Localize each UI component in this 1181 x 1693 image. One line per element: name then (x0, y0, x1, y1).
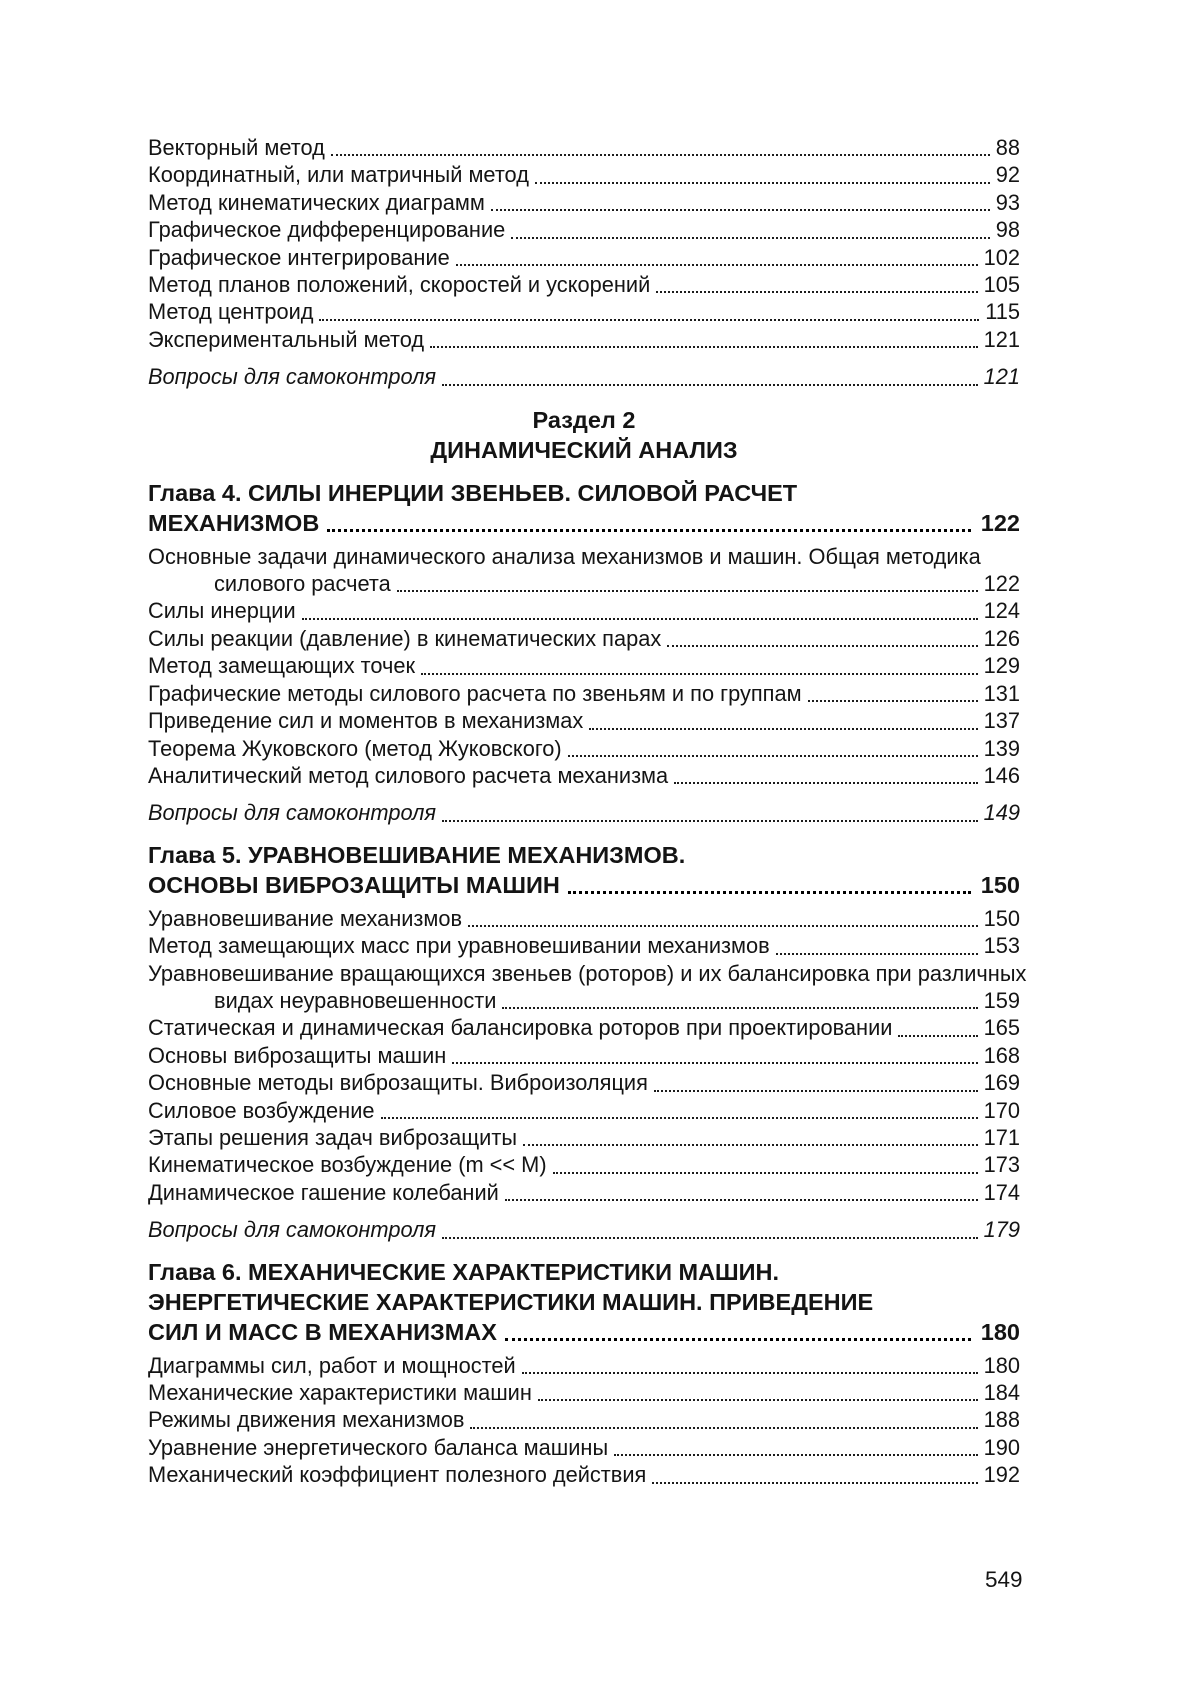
chapter-title: ОСНОВЫ ВИБРОЗАЩИТЫ МАШИН (148, 871, 560, 898)
toc-entry (148, 134, 1020, 161)
toc-entry (148, 905, 1020, 932)
entry-title: Метод замещающих точек (148, 653, 416, 679)
chapter-title: Глава 4. СИЛЫ ИНЕРЦИИ ЗВЕНЬЕВ. СИЛОВОЙ РАСЧЕТ (148, 479, 798, 506)
toc-entry (148, 1124, 1020, 1151)
entry-page-number: 93 (995, 189, 1020, 215)
dot-leader (511, 237, 989, 239)
entry-title: Механический коэффициент полезного действия (148, 1462, 647, 1488)
entry-title: Метод кинематических диаграмм (148, 189, 485, 215)
toc-entry (148, 1014, 1020, 1041)
entry-page-number: 192 (983, 1462, 1020, 1488)
toc-entry (148, 1179, 1020, 1206)
dot-leader (674, 782, 977, 784)
dot-leader (568, 755, 978, 757)
dot-leader (331, 154, 990, 156)
toc-entry (148, 161, 1020, 188)
toc-entry (148, 1042, 1020, 1069)
toc-entry (148, 707, 1020, 734)
dot-leader (442, 820, 978, 822)
entry-title: Уравновешивание вращающихся звеньев (роторов) и их балансировка при различных (148, 960, 1027, 986)
dot-leader (656, 291, 977, 293)
dot-leader (421, 673, 978, 675)
questions-entry (148, 799, 1020, 826)
entry-title: Вопросы для самоконтроля (148, 364, 437, 390)
toc-entry-continuation (148, 987, 1020, 1014)
section-heading (148, 405, 1020, 465)
entry-page-number: 188 (983, 1407, 1020, 1433)
chapter4-items (148, 543, 1020, 827)
dot-leader (442, 1237, 978, 1239)
toc-entry (148, 326, 1020, 353)
entry-title: видах неуравновешенности (214, 987, 497, 1013)
toc-entry (148, 1406, 1020, 1433)
entry-title: Вопросы для самоконтроля (148, 800, 437, 826)
section-title: ДИНАМИЧЕСКИЙ АНАЛИЗ (430, 436, 738, 463)
entry-page-number: 153 (983, 933, 1020, 959)
entry-title: Аналитический метод силового расчета механизма (148, 762, 669, 788)
toc-entry (148, 625, 1020, 652)
toc-entry-continuation (148, 570, 1020, 597)
entry-title: Уравнение энергетического баланса машины (148, 1434, 609, 1460)
dot-leader (327, 529, 970, 532)
entry-page-number: 98 (995, 217, 1020, 243)
entry-title: Графическое дифференцирование (148, 217, 506, 243)
entry-title: Кинематическое возбуждение (m << M) (148, 1152, 547, 1178)
toc-content (148, 134, 1027, 1489)
chapter6-heading (148, 1257, 1020, 1347)
dot-leader (667, 645, 977, 647)
entry-page-number: 146 (983, 762, 1020, 788)
entry-title: Графическое интегрирование (148, 244, 450, 270)
toc-entry (148, 244, 1020, 271)
dot-leader (456, 264, 978, 266)
entry-page-number: 121 (983, 364, 1020, 390)
chapter-page-number: 122 (980, 509, 1020, 536)
dot-leader (808, 700, 978, 702)
chapter-heading-line (148, 1317, 1020, 1347)
toc-entry (148, 189, 1020, 216)
questions-entry (148, 1216, 1020, 1243)
entry-page-number: 122 (983, 571, 1020, 597)
entry-page-number: 131 (983, 680, 1020, 706)
entry-title: Приведение сил и моментов в механизмах (148, 708, 584, 734)
dot-leader (538, 1399, 978, 1401)
entry-page-number: 137 (983, 708, 1020, 734)
dot-leader (898, 1035, 977, 1037)
toc-block-kinematics (148, 134, 1020, 391)
entry-page-number: 171 (983, 1124, 1020, 1150)
dot-leader (491, 209, 990, 211)
toc-entry (148, 271, 1020, 298)
toc-entry (148, 735, 1020, 762)
entry-page-number: 115 (985, 299, 1020, 325)
entry-title: Векторный метод (148, 135, 325, 160)
chapter-heading-line (148, 840, 1020, 870)
toc-entry (148, 597, 1020, 624)
entry-page-number: 139 (983, 735, 1020, 761)
dot-leader (776, 953, 978, 955)
entry-title: Вопросы для самоконтроля (148, 1217, 437, 1243)
entry-title: Диаграммы сил, работ и мощностей (148, 1352, 516, 1378)
dot-leader (397, 590, 978, 592)
entry-page-number: 179 (983, 1217, 1020, 1243)
entry-title: Метод центроид (148, 299, 314, 325)
chapter5-heading (148, 840, 1020, 900)
chapter5-items (148, 905, 1027, 1244)
entry-page-number: 168 (983, 1042, 1020, 1068)
entry-title: Силовое возбуждение (148, 1097, 375, 1123)
entry-page-number: 121 (983, 326, 1020, 352)
entry-page-number: 149 (983, 800, 1020, 826)
chapter-title: СИЛ И МАСС В МЕХАНИЗМАХ (148, 1318, 497, 1345)
entry-title: Динамическое гашение колебаний (148, 1179, 499, 1205)
dot-leader (505, 1338, 971, 1341)
dot-leader (535, 182, 990, 184)
toc-entry (148, 1434, 1020, 1461)
toc-entry (148, 216, 1020, 243)
toc-entry (148, 960, 1027, 987)
toc-entry (148, 1461, 1020, 1488)
dot-leader (430, 346, 978, 348)
dot-leader (553, 1172, 978, 1174)
dot-leader (614, 1454, 977, 1456)
dot-leader (652, 1482, 977, 1484)
entry-title: Силы инерции (148, 598, 296, 624)
entry-page-number: 180 (983, 1352, 1020, 1378)
dot-leader (568, 891, 971, 894)
entry-page-number: 170 (983, 1097, 1020, 1123)
dot-leader (468, 925, 978, 927)
entry-page-number: 92 (995, 162, 1020, 188)
toc-entry (148, 1151, 1020, 1178)
toc-entry (148, 1379, 1020, 1406)
chapter-heading-line (148, 508, 1020, 538)
chapter-heading-line (148, 1287, 1020, 1317)
chapter-title: МЕХАНИЗМОВ (148, 509, 320, 536)
toc-entry (148, 298, 1020, 325)
dot-leader (502, 1007, 977, 1009)
toc-entry (148, 652, 1020, 679)
dot-leader (319, 319, 979, 321)
entry-page-number: 129 (983, 653, 1020, 679)
toc-entry (148, 1069, 1020, 1096)
entry-title: Основные методы виброзащиты. Виброизоляция (148, 1070, 648, 1096)
entry-title: Уравновешивание механизмов (148, 905, 463, 931)
entry-title: Координатный, или матричный метод (148, 162, 529, 188)
chapter-title: ЭНЕРГЕТИЧЕСКИЕ ХАРАКТЕРИСТИКИ МАШИН. ПРИВЕДЕНИЕ (148, 1288, 874, 1315)
entry-page-number: 150 (983, 905, 1020, 931)
entry-title: Статическая и динамическая балансировка роторов при проектировании (148, 1015, 893, 1041)
entry-page-number: 169 (983, 1070, 1020, 1096)
entry-page-number: 124 (983, 598, 1020, 624)
entry-title: Основные задачи динамического анализа механизмов и машин. Общая методика (148, 543, 981, 569)
dot-leader (505, 1199, 978, 1201)
toc-entry (148, 1352, 1020, 1379)
chapter-page-number: 150 (980, 871, 1020, 898)
entry-title: Метод замещающих масс при уравновешивании механизмов (148, 933, 770, 959)
entry-title: Основы виброзащиты машин (148, 1042, 447, 1068)
entry-page-number: 165 (983, 1015, 1020, 1041)
entry-page-number: 190 (983, 1434, 1020, 1460)
toc-entry (148, 680, 1020, 707)
entry-title: Механические характеристики машин (148, 1380, 532, 1405)
toc-entry (148, 762, 1020, 789)
dot-leader (654, 1090, 978, 1092)
entry-page-number: 126 (983, 625, 1020, 651)
entry-page-number: 105 (983, 272, 1020, 298)
chapter4-heading (148, 478, 1020, 538)
entry-title: Экспериментальный метод (148, 326, 425, 352)
entry-title: силового расчета (214, 571, 391, 597)
chapter6-items (148, 1352, 1020, 1489)
entry-page-number: 173 (983, 1152, 1020, 1178)
entry-page-number: 159 (983, 987, 1020, 1013)
entry-title: Режимы движения механизмов (148, 1407, 465, 1433)
dot-leader (302, 618, 978, 620)
entry-page-number: 174 (983, 1179, 1020, 1205)
dot-leader (523, 1144, 978, 1146)
toc-entry (148, 1097, 1020, 1124)
folio-page-number: 549 (985, 1567, 1023, 1592)
entry-title: Теорема Жуковского (метод Жуковского) (148, 735, 562, 761)
entry-page-number: 88 (995, 135, 1020, 160)
chapter-page-number: 180 (980, 1318, 1020, 1345)
entry-title: Силы реакции (давление) в кинематических парах (148, 625, 662, 651)
chapter-title: Глава 5. УРАВНОВЕШИВАНИЕ МЕХАНИЗМОВ. (148, 841, 686, 868)
dot-leader (452, 1062, 977, 1064)
entry-title: Этапы решения задач виброзащиты (148, 1124, 517, 1150)
entry-page-number: 184 (983, 1380, 1020, 1405)
toc-entry (148, 543, 1020, 570)
dot-leader (522, 1372, 978, 1374)
dot-leader (381, 1117, 978, 1119)
entry-page-number: 102 (983, 244, 1020, 270)
questions-entry (148, 363, 1020, 390)
chapter-title: Глава 6. МЕХАНИЧЕСКИЕ ХАРАКТЕРИСТИКИ МАШИН. (148, 1258, 780, 1285)
entry-title: Метод планов положений, скоростей и ускорений (148, 272, 651, 298)
dot-leader (470, 1427, 977, 1429)
entry-title: Графические методы силового расчета по звеньям и по группам (148, 680, 802, 706)
dot-leader (442, 384, 978, 386)
chapter-heading-line (148, 478, 1020, 508)
chapter-heading-line (148, 870, 1020, 900)
dot-leader (589, 728, 977, 730)
section-label: Раздел 2 (532, 406, 636, 433)
toc-entry (148, 932, 1020, 959)
chapter-heading-line (148, 1257, 1020, 1287)
